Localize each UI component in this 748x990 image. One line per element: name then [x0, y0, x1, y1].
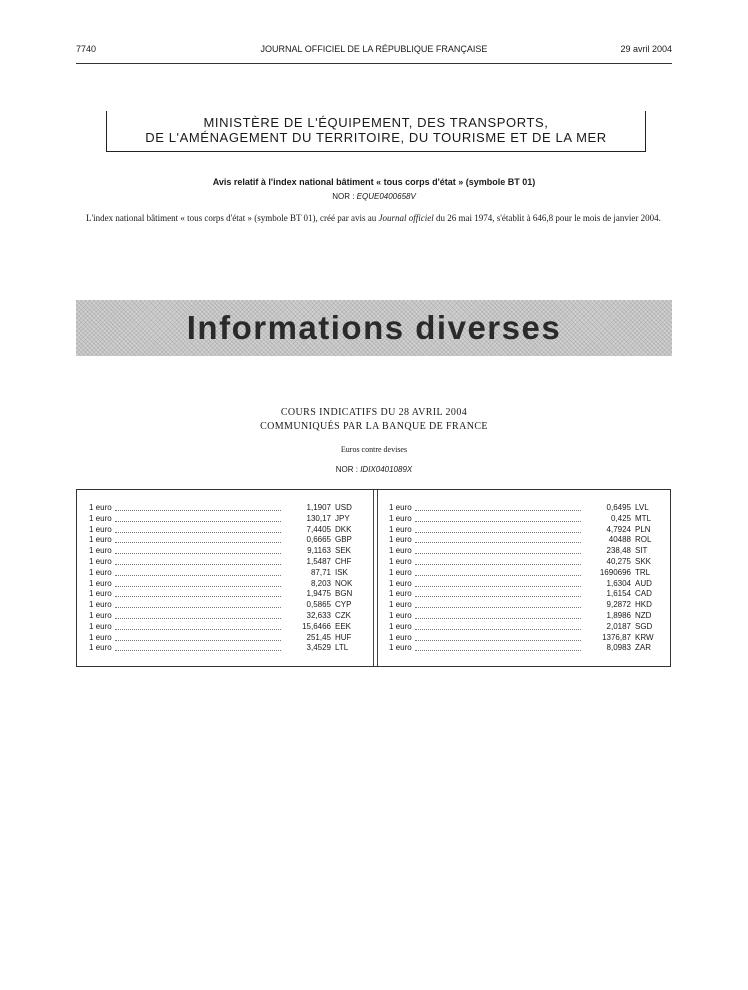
journal-title: JOURNAL OFFICIEL DE LA RÉPUBLIQUE FRANÇAISE — [260, 44, 488, 54]
currency-code: SIT — [635, 546, 648, 556]
rate-leader-dots — [115, 575, 281, 576]
rate-label: 1 euro — [89, 600, 112, 610]
rate-label: 1 euro — [89, 567, 112, 577]
rate-row — [389, 557, 661, 568]
rate-row — [89, 633, 361, 644]
rate-value: 1,6304 — [606, 578, 631, 588]
currency-code: MTL — [635, 513, 651, 523]
ministry-box — [106, 111, 646, 152]
page-number: 7740 — [76, 44, 97, 54]
rate-label: 1 euro — [389, 567, 412, 577]
rate-label: 1 euro — [389, 621, 412, 631]
rate-row — [89, 546, 361, 557]
currency-code: CYP — [335, 600, 352, 610]
rate-leader-dots — [115, 586, 281, 587]
avis-nor-code: EQUE0400658V — [356, 192, 416, 201]
rate-label: 1 euro — [89, 513, 112, 523]
currency-code: JPY — [335, 513, 350, 523]
section-banner — [76, 300, 672, 356]
rate-leader-dots — [415, 510, 581, 511]
currency-code: DKK — [335, 524, 352, 534]
rate-leader-dots — [415, 586, 581, 587]
avis-nor-label: NOR : — [332, 192, 355, 201]
rate-label: 1 euro — [389, 610, 412, 620]
currency-code: NZD — [635, 610, 652, 620]
rate-value: 251,45 — [306, 632, 331, 642]
rate-value: 40,275 — [606, 556, 631, 566]
rate-label: 1 euro — [389, 632, 412, 642]
rate-label: 1 euro — [89, 546, 112, 556]
currency-code: BGN — [335, 589, 353, 599]
rate-row — [89, 535, 361, 546]
rate-value: 0,6665 — [306, 535, 331, 545]
currency-code: HUF — [335, 632, 352, 642]
rate-leader-dots — [115, 521, 281, 522]
rate-leader-dots — [115, 629, 281, 630]
rate-row — [89, 514, 361, 525]
avis-body-start: L'index national bâtiment « tous corps d'état » (symbole BT 01), créé par avis au — [86, 213, 379, 223]
rate-label: 1 euro — [389, 556, 412, 566]
rate-value: 7,4405 — [306, 524, 331, 534]
rate-row — [89, 589, 361, 600]
rates-column-left — [89, 503, 361, 654]
rate-label: 1 euro — [389, 524, 412, 534]
rate-label: 1 euro — [89, 643, 112, 653]
rate-leader-dots — [415, 575, 581, 576]
column-separator — [373, 490, 378, 666]
rate-leader-dots — [415, 650, 581, 651]
avis-nor — [76, 192, 672, 201]
rate-label: 1 euro — [89, 556, 112, 566]
page-header — [76, 44, 672, 58]
rate-value: 1,6154 — [606, 589, 631, 599]
rate-label: 1 euro — [89, 621, 112, 631]
rate-row — [89, 643, 361, 654]
rate-value: 32,633 — [306, 610, 331, 620]
rate-value: 2,0187 — [606, 621, 631, 631]
avis-title: Avis relatif à l'index national bâtiment « tous corps d'état » (symbole BT 01) — [212, 177, 536, 187]
rate-row — [389, 633, 661, 644]
rate-leader-dots — [115, 618, 281, 619]
rate-leader-dots — [415, 607, 581, 608]
currency-code: ROL — [635, 535, 652, 545]
cours-title-line-2: COMMUNIQUÉS PAR LA BANQUE DE FRANCE — [260, 421, 488, 432]
rate-row — [89, 611, 361, 622]
avis-body-journal: Journal officiel — [378, 213, 434, 223]
rate-leader-dots — [415, 521, 581, 522]
rate-value: 1,8986 — [606, 610, 631, 620]
rate-value: 130,17 — [306, 513, 331, 523]
rate-row — [389, 600, 661, 611]
rate-value: 8,0983 — [606, 643, 631, 653]
rate-leader-dots — [415, 553, 581, 554]
section-banner-title: Informations diverses — [186, 309, 562, 346]
cours-subtitle: Euros contre devises — [340, 445, 408, 454]
avis-body — [76, 212, 672, 224]
rate-label: 1 euro — [89, 524, 112, 534]
rate-value: 3,4529 — [306, 643, 331, 653]
rate-row — [389, 622, 661, 633]
issue-date: 29 avril 2004 — [620, 44, 672, 54]
rate-leader-dots — [415, 629, 581, 630]
currency-code: NOK — [335, 578, 353, 588]
rate-row — [89, 600, 361, 611]
rate-row — [389, 525, 661, 536]
cours-nor-code: IDIX0401089X — [360, 465, 413, 474]
rate-label: 1 euro — [89, 632, 112, 642]
rate-row — [389, 568, 661, 579]
rate-row — [389, 503, 661, 514]
ministry-line-1: MINISTÈRE DE L'ÉQUIPEMENT, DES TRANSPORTS, — [203, 115, 549, 130]
currency-code: EEK — [335, 621, 352, 631]
currency-code: PLN — [635, 524, 651, 534]
currency-code: USD — [335, 503, 352, 512]
rate-value: 1690696 — [599, 567, 631, 577]
rate-leader-dots — [115, 542, 281, 543]
rate-value: 8,203 — [310, 578, 331, 588]
rate-leader-dots — [415, 532, 581, 533]
rate-value: 40488 — [608, 535, 631, 545]
avis-body-end: du 26 mai 1974, s'établit à 646,8 pour le mois de janvier 2004. — [433, 213, 661, 223]
rate-value: 1,5487 — [306, 556, 331, 566]
currency-code: AUD — [635, 578, 652, 588]
rate-row — [89, 568, 361, 579]
rate-row — [389, 535, 661, 546]
currency-code: LTL — [335, 643, 349, 653]
rate-row — [389, 579, 661, 590]
currency-code: SGD — [635, 621, 653, 631]
currency-code: CZK — [335, 610, 351, 620]
rates-column-right — [389, 503, 661, 654]
rate-label: 1 euro — [389, 535, 412, 545]
rate-label: 1 euro — [89, 589, 112, 599]
rate-leader-dots — [115, 510, 281, 511]
cours-nor — [76, 465, 672, 474]
rate-leader-dots — [115, 650, 281, 651]
rate-row — [89, 557, 361, 568]
rate-label: 1 euro — [389, 578, 412, 588]
currency-code: ZAR — [635, 643, 651, 653]
currency-code: TRL — [635, 567, 651, 577]
currency-code: GBP — [335, 535, 352, 545]
rate-label: 1 euro — [389, 600, 412, 610]
rate-label: 1 euro — [389, 546, 412, 556]
rate-leader-dots — [115, 553, 281, 554]
rate-row — [89, 622, 361, 633]
currency-code: LVL — [635, 503, 649, 512]
rate-label: 1 euro — [389, 503, 412, 512]
currency-code: CHF — [335, 556, 352, 566]
currency-code: ISK — [335, 567, 348, 577]
rate-leader-dots — [415, 596, 581, 597]
rate-value: 87,71 — [310, 567, 331, 577]
rate-row — [89, 525, 361, 536]
rate-value: 0,6495 — [606, 503, 631, 512]
cours-nor-label: NOR : — [335, 465, 358, 474]
rate-label: 1 euro — [89, 610, 112, 620]
rate-value: 15,6466 — [302, 621, 331, 631]
rate-value: 1,9475 — [306, 589, 331, 599]
rate-value: 9,1163 — [307, 546, 331, 556]
rate-leader-dots — [115, 640, 281, 641]
rate-value: 1,1907 — [306, 503, 331, 512]
rate-leader-dots — [115, 596, 281, 597]
rate-leader-dots — [415, 564, 581, 565]
header-rule — [76, 63, 672, 64]
rate-value: 9,2872 — [606, 600, 631, 610]
rate-label: 1 euro — [89, 578, 112, 588]
rate-row — [389, 611, 661, 622]
rate-leader-dots — [115, 564, 281, 565]
rate-value: 238,48 — [606, 546, 631, 556]
rate-leader-dots — [415, 542, 581, 543]
rate-row — [389, 589, 661, 600]
rate-row — [89, 503, 361, 514]
rate-value: 0,425 — [610, 513, 631, 523]
rate-value: 4,7924 — [606, 524, 631, 534]
rate-value: 0,5865 — [306, 600, 331, 610]
currency-code: SKK — [635, 556, 652, 566]
rate-row — [389, 514, 661, 525]
rate-label: 1 euro — [89, 535, 112, 545]
rate-label: 1 euro — [389, 643, 412, 653]
rate-label: 1 euro — [389, 589, 412, 599]
cours-title-line-1: COURS INDICATIFS DU 28 AVRIL 2004 — [280, 407, 468, 418]
exchange-rates-table — [76, 489, 671, 667]
rate-row — [389, 643, 661, 654]
currency-code: SEK — [335, 546, 352, 556]
currency-code: KRW — [635, 632, 654, 642]
currency-code: CAD — [635, 589, 652, 599]
rate-leader-dots — [115, 607, 281, 608]
rate-row — [89, 579, 361, 590]
currency-code: HKD — [635, 600, 652, 610]
rate-value: 1376,87 — [602, 632, 631, 642]
ministry-line-2: DE L'AMÉNAGEMENT DU TERRITOIRE, DU TOURISME ET DE LA MER — [145, 130, 607, 145]
rate-leader-dots — [415, 640, 581, 641]
rate-label: 1 euro — [89, 503, 112, 512]
rate-leader-dots — [115, 532, 281, 533]
rate-row — [389, 546, 661, 557]
rate-leader-dots — [415, 618, 581, 619]
rate-label: 1 euro — [389, 513, 412, 523]
